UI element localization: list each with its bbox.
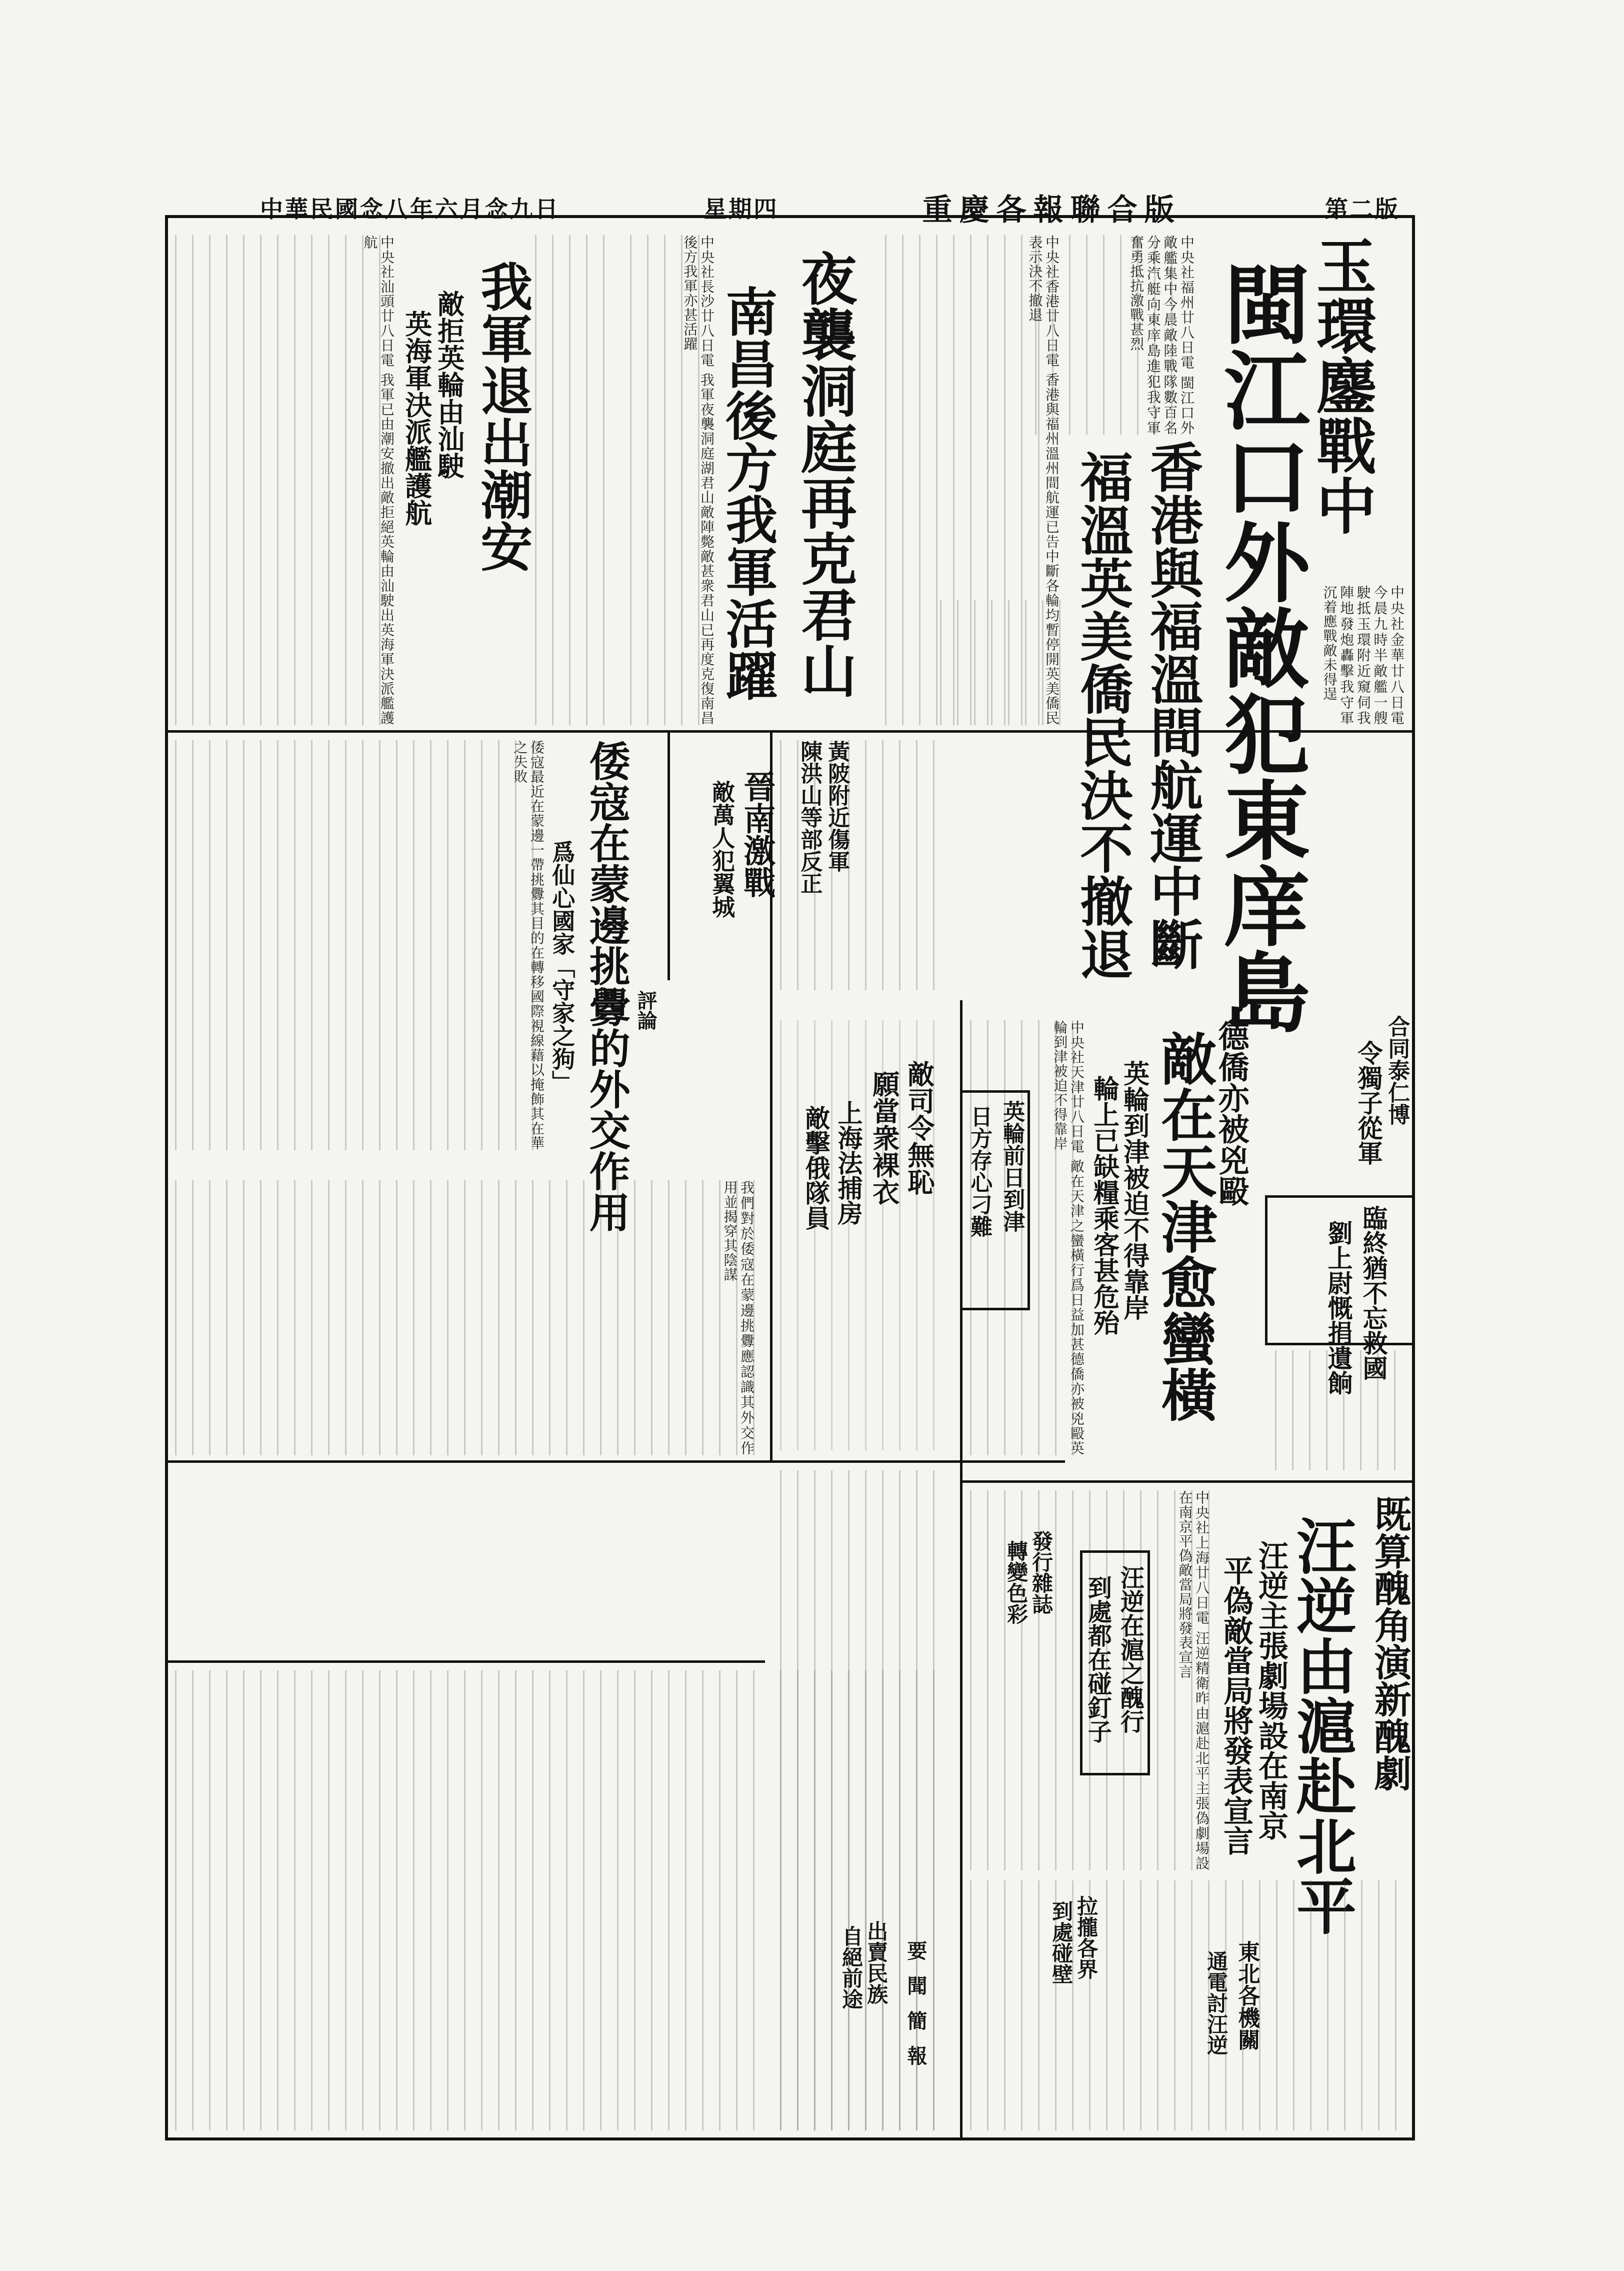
headline-subhead: 平偽敵當局將發表宣言: [1218, 1555, 1254, 1855]
headline-main: 臨終猶不忘救國: [1358, 1205, 1388, 1380]
headline-subhead: 自絕前途: [839, 1925, 864, 2009]
masthead-paper-name: 重慶各報聯合版: [922, 193, 1182, 228]
headline-subhead: 敵拒英輪由汕駛: [433, 290, 466, 479]
headline-main: 敵司令無恥: [903, 1060, 936, 1195]
masthead-page-no: 第二版: [1324, 196, 1400, 223]
headline-main: 閩江口外敵犯東庠島: [1210, 260, 1312, 1034]
article-body: 中央社金華廿八日電 今晨九時半敵艦一艘駛抵玉環附近窺伺我陣地發炮轟擊我守軍沉着應戰敵未得逞: [1321, 585, 1405, 725]
headline-subhead: 英輪到津被迫不得靠岸: [1118, 1060, 1150, 1320]
article-body: [175, 740, 545, 1150]
article-body: 中央社上海廿八日電 汪逆精衛昨由滬赴北平主張偽劇場設在南京平偽敵當局將發表宣言: [1176, 1490, 1210, 1870]
headline-main: 出賣民族: [864, 1920, 889, 2004]
divider: [668, 730, 670, 980]
headline-main: 發行雜誌: [1029, 1530, 1054, 1614]
headline-main: 黃陂附近傷軍: [824, 740, 850, 872]
headline-main: 汪逆在滬之醜行: [1116, 1565, 1144, 1733]
article-body: [940, 600, 1070, 725]
byline: 爲仙心國家「守家之狗」: [548, 840, 576, 1093]
headline-main: 晉南激戰: [738, 770, 776, 898]
article-body: 中央社天津廿八日電 敵在天津之蠻橫行爲日益加甚德僑亦被兇毆英輪到津被迫不得靠岸: [1052, 1020, 1085, 1455]
article-body: [780, 1020, 950, 1450]
headline-subhead: 敵擊俄隊員: [801, 1105, 831, 1230]
headline-subhead: 德僑亦被兇毆: [1213, 1020, 1250, 1206]
headline-main: 英輪前日到津: [999, 1100, 1025, 1232]
headline-main: 東北各機關: [1234, 1940, 1260, 2050]
headline-subhead: 轉變色彩: [1004, 1540, 1029, 1624]
headline-subhead: 通電討汪逆: [1204, 1950, 1229, 2055]
headline-subhead: 輪上已缺糧乘客甚危殆: [1088, 1075, 1120, 1335]
article-body: [780, 1670, 950, 2130]
masthead-weekday: 星期四: [704, 196, 779, 223]
article-body: [535, 235, 620, 725]
divider: [165, 1660, 765, 1663]
headline-subhead: 香港與福溫間航運中斷: [1142, 440, 1204, 970]
headline-subhead: 願當衆裸衣: [868, 1070, 900, 1205]
headline-main: 夜襲洞庭再克君山: [792, 250, 858, 698]
article-body: [175, 1180, 755, 1455]
headline-main: 要聞簡報: [904, 1940, 928, 2080]
headline-main: 敵在天津愈蠻橫: [1152, 1030, 1218, 1422]
article-body: [780, 740, 950, 990]
divider: [165, 1460, 1065, 1463]
headline-main: 上海法捕房: [834, 1100, 864, 1225]
editorial-tag: 評論: [634, 990, 658, 1030]
headline-subhead: 日方存心刁難: [966, 1105, 992, 1237]
masthead-date: 中華民國念八年六月念九日: [260, 196, 560, 223]
headline-subhead: 英海軍決派艦護航: [400, 310, 433, 526]
article-body: [630, 235, 715, 725]
headline-subhead: 令獨子從軍: [1354, 1040, 1384, 1165]
headline-subhead: 福溫英美僑民決不撤退: [1072, 450, 1134, 980]
headline-top: 玉環鏖戰中: [1306, 235, 1377, 535]
article-body: 中央社福州廿八日電 閩江口外敵艦集中今晨敵陸戰隊數百名分乘汽艇向東庠島進犯我守軍奮勇抵抗激戰甚烈: [1128, 235, 1195, 435]
headline-subhead: 敵萬人犯翼城: [708, 780, 736, 918]
headline-subhead: 到處都在碰釘子: [1084, 1575, 1112, 1743]
article-body: 倭寇最近在蒙邊一帶挑釁其目的在轉移國際視線藉以掩飾其在華之失敗: [512, 740, 545, 1150]
headline-top: 既算醜角演新醜劇: [1368, 1495, 1412, 1791]
article-body: 我們對於倭寇在蒙邊挑釁應認識其外交作用並揭穿其陰謀: [722, 1180, 755, 1455]
article-body: 中央社香港廿八日電 香港與福州溫州間航運已告中斷各輪均暫停開英美僑民表示決不撤退: [1026, 235, 1060, 725]
article-body: 中央社長沙廿八日電 我軍夜襲洞庭湖君山敵陣斃敵甚衆君山已再度克復南昌後方我軍亦甚活躍: [682, 235, 715, 725]
headline-subhead: 陳洪山等部反正: [796, 740, 822, 894]
article-body: [175, 1670, 755, 2130]
headline-main: 汪逆由滬赴北平: [1286, 1515, 1357, 1935]
headline-main: 倭寇在蒙邊挑釁的外交作用: [582, 740, 631, 1232]
headline-subhead: 南昌後方我軍活躍: [716, 285, 778, 701]
headline-main: 合同泰仁博: [1384, 1015, 1410, 1125]
headline-main: 我軍退出潮安: [472, 260, 534, 572]
article-body: [1035, 235, 1185, 435]
article-body: [970, 1880, 1410, 2130]
headline-subhead: 汪逆主張劇場設在南京: [1254, 1540, 1288, 1840]
article-body: [1275, 1350, 1405, 1470]
headline-subhead: 到處碰壁: [1049, 1900, 1074, 1984]
headline-subhead: 劉上尉慨捐遺餉: [1324, 1220, 1354, 1395]
article-body: 中央社汕頭廿八日電 我軍已由潮安撤出敵拒絕英輪由汕駛出英海軍決派艦護航: [362, 235, 395, 725]
divider: [960, 1480, 1415, 1483]
headline-main: 拉攏各界: [1074, 1895, 1099, 1979]
article-body: [175, 235, 395, 725]
